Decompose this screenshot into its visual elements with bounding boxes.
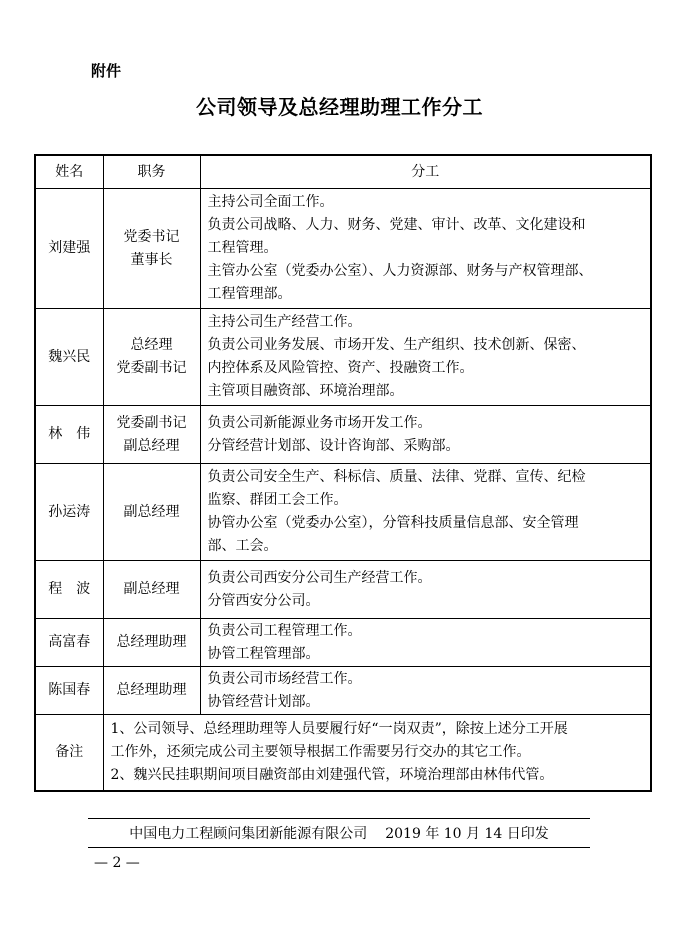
attachment-label: 附件 [91, 62, 122, 80]
note-line: 2、魏兴民挂职期间项目融资部由刘建强代管，环境治理部由林伟代管。 [110, 766, 554, 783]
duty-line: 工程管理。 [207, 240, 278, 256]
duty-line: 内控体系及风险管控、资产、投融资工作。 [207, 360, 474, 376]
issuer-line [88, 823, 590, 843]
footer-top-rule [88, 818, 590, 819]
duty-line: 负责公司西安分公司生产经营工作。 [207, 569, 432, 586]
role-line: 副总经理 [123, 437, 180, 454]
person-name: 孙运涛 [35, 464, 103, 561]
duty-line: 主管项目融资部、环境治理部。 [207, 383, 404, 399]
role-line: 董事长 [130, 251, 173, 268]
duty-line: 负责公司安全生产、科标信、质量、法律、党群、宣传、纪检 [207, 469, 586, 485]
duty-line: 分管经营计划部、设计咨询部、采购部。 [207, 437, 460, 454]
table-row [35, 561, 651, 619]
issue-date: 2019 年 10 月 14 日印发 [385, 826, 549, 842]
duty-cell [200, 189, 651, 309]
duty-line: 负责公司市场经营工作。 [207, 670, 362, 687]
role-line: 党委副书记 [116, 360, 187, 376]
header-duty: 分工 [200, 155, 651, 189]
role-line: 副总经理 [123, 503, 180, 520]
table-row [35, 464, 651, 561]
person-roles [103, 309, 200, 406]
duty-line: 主持公司全面工作。 [207, 194, 334, 210]
footer-bottom-rule [88, 847, 590, 848]
role-line: 总经理助理 [116, 634, 187, 650]
table-header-row [35, 155, 651, 189]
division-of-work-table [34, 154, 652, 792]
person-roles [103, 667, 200, 715]
person-roles [103, 464, 200, 561]
duty-cell [200, 406, 651, 464]
table-row [35, 309, 651, 406]
role-line: 党委副书记 [116, 414, 187, 431]
person-name: 魏兴民 [35, 309, 103, 406]
person-roles [103, 561, 200, 619]
person-name: 陈国春 [35, 667, 103, 715]
duty-line: 监察、群团工会工作。 [207, 492, 348, 508]
duty-line: 协管经营计划部。 [207, 693, 320, 710]
duty-line: 分管西安分公司。 [207, 592, 320, 609]
duty-line: 负责公司战略、人力、财务、党建、审计、改革、文化建设和 [207, 217, 586, 233]
table-row [35, 189, 651, 309]
table-row [35, 619, 651, 667]
duty-line: 负责公司工程管理工作。 [207, 622, 362, 639]
document-title: 公司领导及总经理助理工作分工 [196, 95, 483, 119]
note-label: 备注 [35, 715, 103, 791]
note-line: 1、公司领导、总经理助理等人员要履行好“一岗双责”，除按上述分工开展 [110, 720, 568, 737]
person-name: 高富春 [35, 619, 103, 667]
duty-line: 协管办公室（党委办公室），分管科技质量信息部、安全管理 [207, 515, 579, 531]
table-row [35, 406, 651, 464]
page-number: — 2 — [94, 855, 140, 871]
person-name: 刘建强 [35, 189, 103, 309]
duty-line: 部、工会。 [207, 538, 278, 554]
duty-cell [200, 561, 651, 619]
role-line: 副总经理 [123, 581, 180, 597]
duty-line: 工程管理部。 [207, 286, 292, 302]
duty-line: 主管办公室（党委办公室）、人力资源部、财务与产权管理部、 [207, 263, 593, 279]
role-line: 总经理助理 [116, 682, 187, 698]
header-role: 职务 [103, 155, 200, 189]
person-name: 林 伟 [35, 406, 103, 464]
person-roles [103, 406, 200, 464]
duty-line: 协管工程管理部。 [207, 645, 320, 662]
table-row [35, 667, 651, 715]
duty-line: 主持公司生产经营工作。 [207, 314, 362, 330]
duty-cell [200, 619, 651, 667]
duty-cell [200, 667, 651, 715]
role-line: 党委书记 [123, 228, 180, 245]
duty-cell [200, 464, 651, 561]
note-text [103, 715, 651, 791]
duty-line: 负责公司业务发展、市场开发、生产组织、技术创新、保密、 [207, 337, 586, 353]
person-name: 程 波 [35, 561, 103, 619]
person-roles [103, 619, 200, 667]
note-row [35, 715, 651, 791]
issuer-name: 中国电力工程顾问集团新能源有限公司 [129, 826, 368, 842]
duty-line: 负责公司新能源业务市场开发工作。 [207, 414, 432, 431]
person-roles [103, 189, 200, 309]
header-name: 姓名 [35, 155, 103, 189]
note-line: 工作外，还须完成公司主要领导根据工作需要另行交办的其它工作。 [110, 743, 531, 760]
table-body [35, 189, 651, 791]
role-line: 总经理 [130, 337, 173, 353]
duty-cell [200, 309, 651, 406]
